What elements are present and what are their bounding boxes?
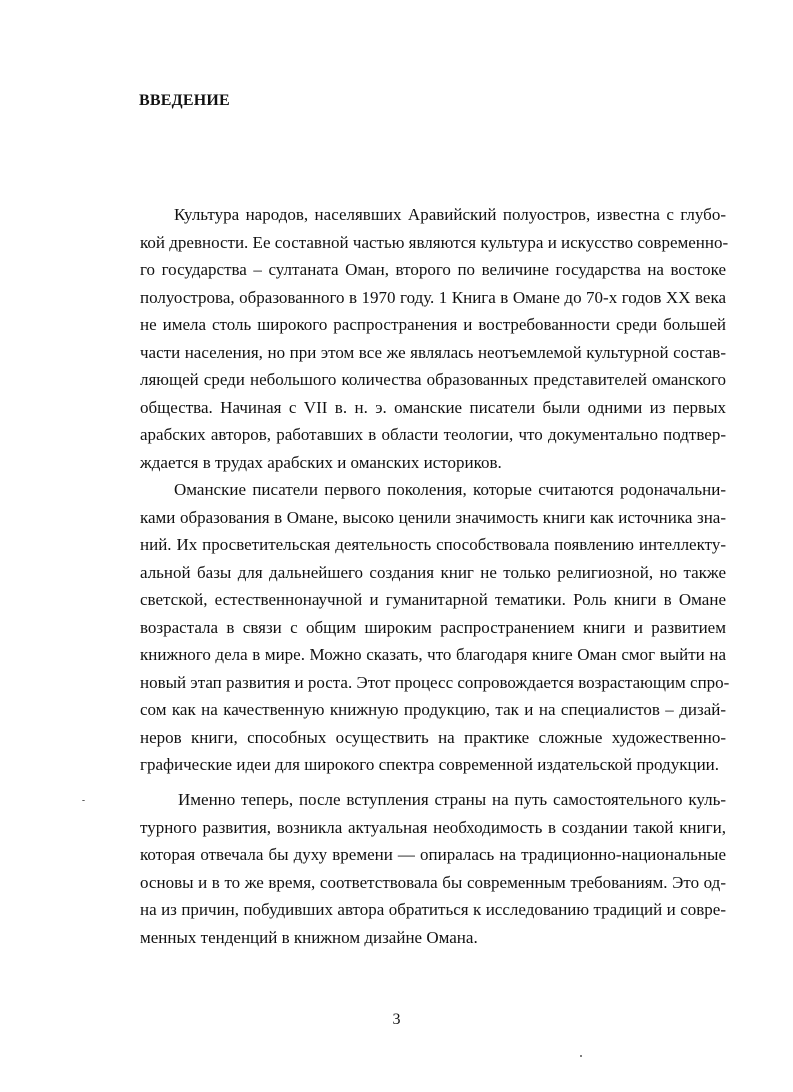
text-line: не имела столь широкого распространения и востребованности среди большей (140, 315, 726, 334)
text-line: ждается в трудах арабских и оманских историков. (140, 453, 502, 472)
text-line: Именно теперь, после вступления страны на путь самостоятельного куль- (178, 790, 726, 809)
text-line: ляющей среди небольшого количества образованных представителей оманского (140, 370, 726, 389)
text-line: на из причин, побудивших автора обратиться к исследованию традиций и совре- (140, 900, 726, 919)
text-line: го государства – султаната Оман, второго по величине государства на востоке (140, 260, 726, 279)
text-line: графические идеи для широкого спектра современной издательской продукции. (140, 755, 720, 774)
text-line: основы и в то же время, соответствовала бы современным требованиям. Это од- (140, 873, 726, 892)
text-line: которая отвечала бы духу времени — опиралась на традиционно-национальные (140, 845, 726, 864)
text-line: альной базы для дальнейшего создания книг не только религиозной, но также (140, 563, 726, 582)
text-line: светской, естественнонаучной и гуманитарной тематики. Роль книги в Омане (140, 590, 726, 609)
text-line: Оманские писатели первого поколения, которые считаются родоначальни- (174, 480, 726, 499)
text-line: общества. Начиная с VII в. н. э. оманские писатели были одними из первых (140, 398, 726, 417)
text-line: сом как на качественную книжную продукцию, так и на специалистов – дизай- (140, 700, 726, 719)
text-line: возрастала в связи с общим широким распространением книги и развитием (140, 618, 726, 637)
text-line: Культура народов, населявших Аравийский полуостров, известна с глубо- (174, 205, 726, 224)
text-line: неров книги, способных осуществить на практике сложные художественно- (140, 728, 726, 747)
text-line: турного развития, возникла актуальная необходимость в создании такой книги, (140, 818, 726, 837)
text-line: кой древности. Ее составной частью являются культура и искусство современно- (140, 233, 729, 252)
text-line: менных тенденций в книжном дизайне Омана. (140, 928, 478, 947)
text-line: ками образования в Омане, высоко ценили значимость книги как источника зна- (140, 508, 726, 527)
text-line: новый этап развития и роста. Этот процесс сопровождается возрастающим спро- (140, 673, 730, 692)
scan-speck (580, 1055, 582, 1057)
text-line: арабских авторов, работавших в области теологии, что документально подтвер- (140, 425, 726, 444)
text-line: части населения, но при этом все же являлась неотъемлемой культурной состав- (140, 343, 726, 362)
scan-speck (82, 800, 85, 801)
text-line: полуострова, образованного в 1970 году. 1 Книга в Омане до 70-х годов XX века (140, 288, 726, 307)
text-line: книжного дела в мире. Можно сказать, что благодаря книге Оман смог выйти на (140, 645, 726, 664)
text-line: ний. Их просветительская деятельность способствовала появлению интеллекту- (140, 535, 726, 554)
page-number: 3 (392, 1011, 401, 1028)
page-title: ВВЕДЕНИЕ (139, 92, 230, 109)
